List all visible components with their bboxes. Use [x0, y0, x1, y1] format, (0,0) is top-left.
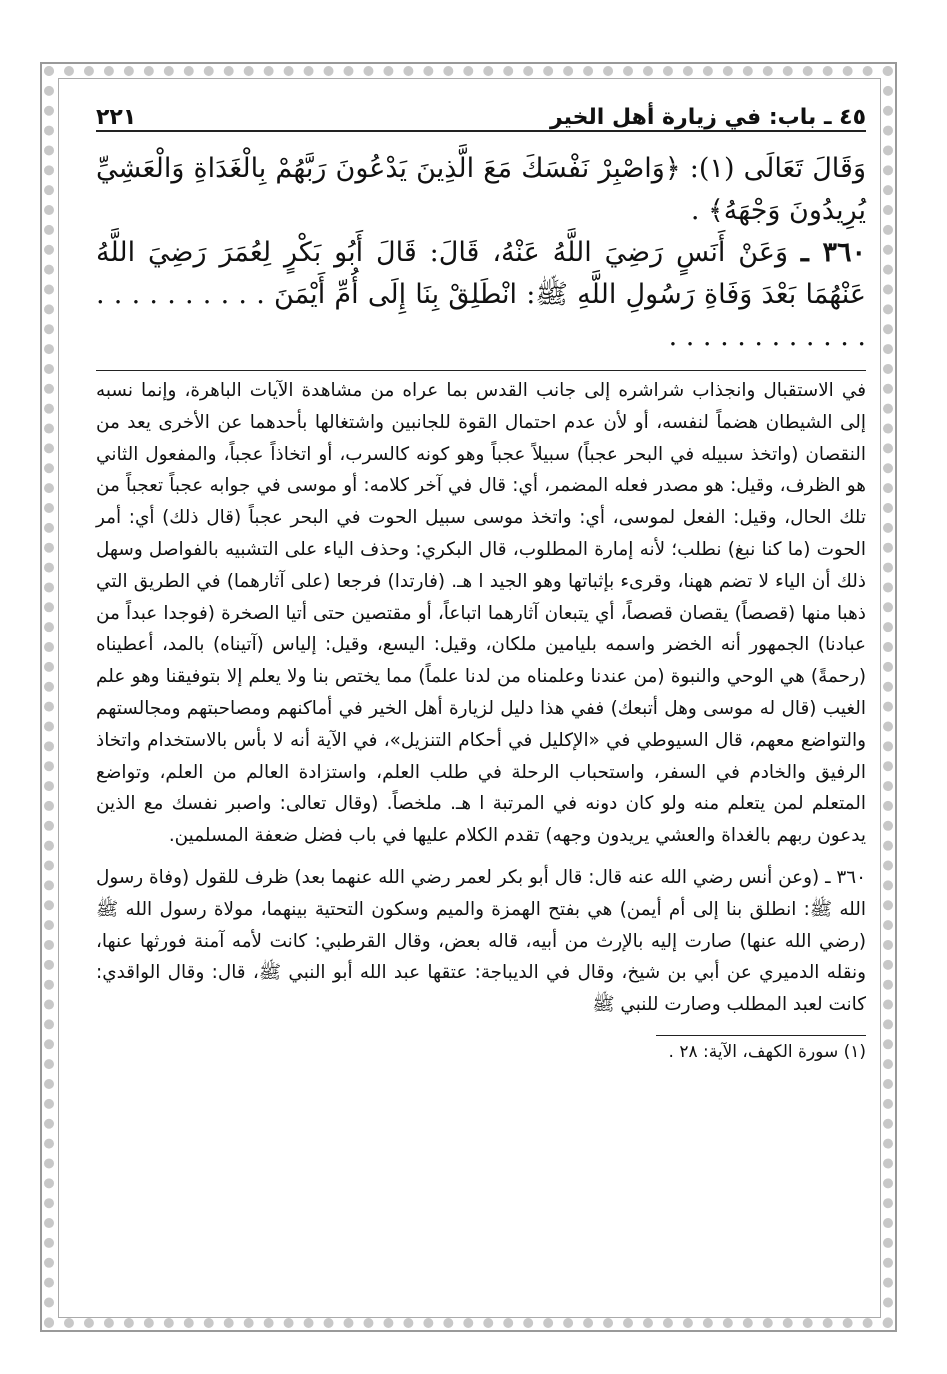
main-text [96, 148, 866, 358]
verse-intro: وَقَالَ تَعَالَى (١): ﴿وَاصْبِرْ نَفْسَكَ مَعَ الَّذِينَ يَدْعُونَ رَبَّهُمْ بِالْغَدَاةِ وَالْعَشِيِّ يُرِيدُونَ وَجْهَهُ﴾ . [96, 153, 866, 226]
footnote-rule [656, 1035, 866, 1036]
commentary-paragraph-2: ٣٦٠ ـ (وعن أنس رضي الله عنه قال: قال أبو بكر لعمر رضي الله عنهما بعد) ظرف للقول (وفاة رسول الله ﷺ: انطلق بنا إلى أم أيمن) هي بفتح الهمزة والميم وسكون التحتية بينهما، مولاة رسول الله ﷺ (رضي الله عنها) صارت إليه بالإرث من أبيه، قاله بعض، وقال القرطبي: كانت لأمه آمنة فورثها عنها، ونقله الدميري عن أبي بن شيخ، وقال في الديباجة: عتقها عبد الله أبو النبي ﷺ، قال: وقال الواقدي: كانت لعبد المطلب وصارت للنبي ﷺ [96, 866, 866, 1016]
hadith-number: ٣٦٠ ـ [800, 237, 866, 268]
commentary [96, 375, 866, 1021]
footnote: (١) سورة الكهف، الآية: ٢٨ . [668, 1041, 866, 1062]
commentary-paragraph-1: في الاستقبال وانجذاب شراشره إلى جانب القدس بما عراه من مشاهدة الآيات الباهرة، وإنما نسبه إلى الشيطان هضماً لنفسه، أو لأن عدم احتمال القوة للجانبين واشتغالها بأحدهما عن الأخرى يعد من النقصان (واتخذ سبيله في البحر عجباً) سبيلاً عجباً وهو كونه كالسرب، أو اتخاذاً عجباً، والمفعول الثاني هو الظرف، وقيل: هو مصدر فعله المضمر، أي: قال في آخر كلامه: أو موسى في جوابه عجباً تعجباً من تلك الحال، وقيل: الفعل لموسى، أي: واتخذ موسى سبيل الحوت في البحر عجباً (قال ذلك) أي: أمر الحوت (ما كنا نبغ) نطلب؛ لأنه إمارة المطلوب، قال البكري: وحذف الياء على التشبيه بالفواصل وسهل ذلك أن الياء لا تضم ههنا، وقرىء بإثباتها وهو الجيد ا هـ. (فارتدا) فرجعا (على آثارهما) في الطريق التي ذهبا منها (قصصاً) يقصان قصصاً، أي يتبعان آثارهما اتباعاً، أو مقتصين حتى أتيا الصخرة (فوجدا عبداً من عبادنا) الجمهور أنه الخضر واسمه بليامين ملكان، وقيل: اليسع، وقيل: إلياس (آتيناه) بالمد، أعطيناه (رحمةً) هي الوحي والنبوة (من عندنا وعلمناه من لدنا علماً) مما يختص بنا ولا يعلم إلا بتوفيقنا وهو علم الغيب (قال له موسى وهل أتبعك) ففي هذا دليل لزيارة أهل الخير في أماكنهم ومصاحبتهم ومجالستهم والتواضع معهم، قال السيوطي في «الإكليل في أحكام التنزيل»، في الآية أنه لا بأس بالاستخدام واتخاذ الرفيق والخادم في السفر، واستحباب الرحلة في طلب العلم، واستزادة العالم من العلم، وتواضع المتعلم لمن يتعلم منه ولو كان دونه في المرتبة ا هـ. ملخصاً. (وقال تعالى: واصبر نفسك مع الذين يدعون ربهم بالغداة والعشي يريدون وجهه) تقدم الكلام عليها في باب فضل ضعفة المسلمين. [96, 380, 866, 847]
hadith-text: وَعَنْ أَنَسٍ رَضِيَ اللَّهُ عَنْهُ، قَالَ: قَالَ أَبُو بَكْرٍ لِعُمَرَ رَضِيَ اللَّهُ عَنْهُمَا بَعْدَ وَفَاةِ رَسُولِ اللَّهِ ﷺ: انْطَلِقْ بِنَا إِلَى أُمِّ أَيْمَنَ . . . . . . . . . . . . . . . . . . . . . . [96, 237, 866, 352]
running-header [96, 88, 866, 132]
commentary-divider [96, 370, 866, 371]
chapter-title: ٤٥ ـ باب: في زيارة أهل الخير [549, 105, 866, 130]
book-page [96, 88, 866, 1062]
page-number: ٢٢١ [96, 105, 137, 130]
hadith-paragraph [96, 232, 866, 358]
